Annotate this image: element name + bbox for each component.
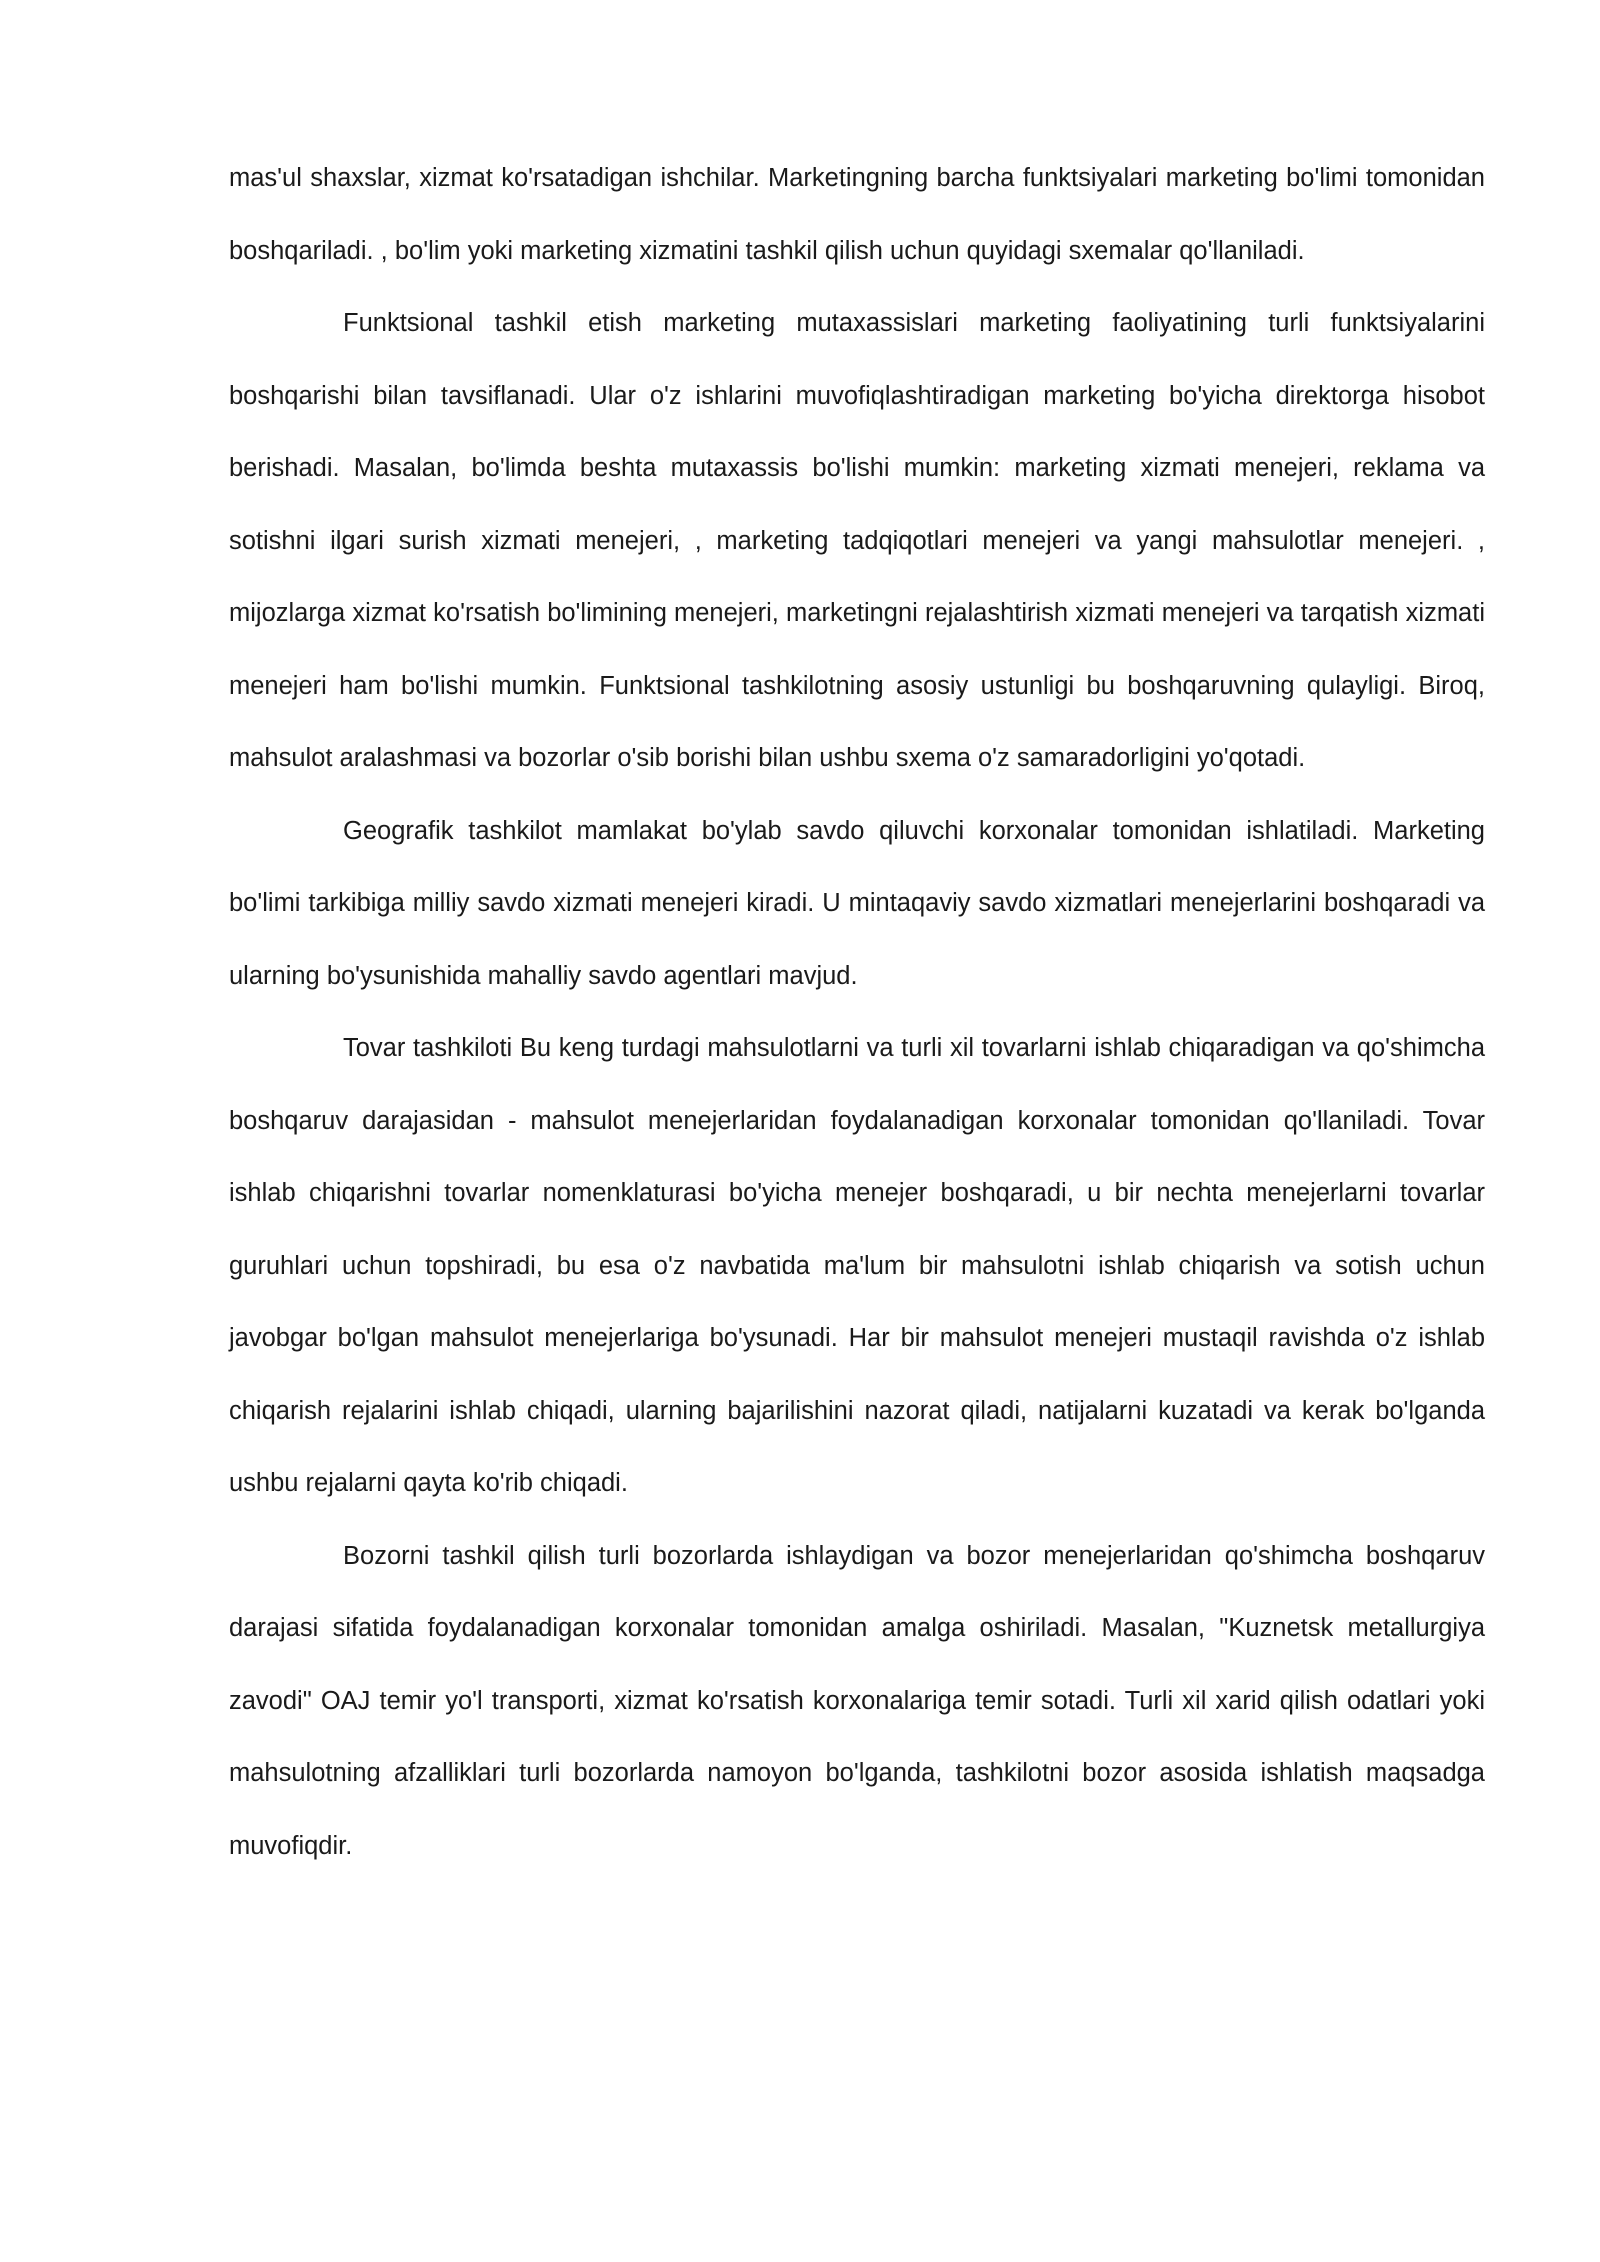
document-body — [229, 142, 1485, 1882]
paragraph-4: Tovar tashkiloti Bu keng turdagi mahsulotlarni va turli xil tovarlarni ishlab chiqaradigan va qo'shimcha boshqaruv darajasidan - mahsulot menejerlaridan foydalanadigan korxonalar tomonidan qo'llaniladi. Tovar ishlab chiqarishni tovarlar nomenklaturasi bo'yicha menejer boshqaradi, u bir nechta menejerlarni tovarlar guruhlari uchun topshiradi, bu esa o'z navbatida ma'lum bir mahsulotni ishlab chiqarish va sotish uchun javobgar bo'lgan mahsulot menejerlariga bo'ysunadi. Har bir mahsulot menejeri mustaqil ravishda o'z ishlab chiqarish rejalarini ishlab chiqadi, ularning bajarilishini nazorat qiladi, natijalarni kuzatadi va kerak bo'lganda ushbu rejalarni qayta ko'rib chiqadi. — [229, 1034, 1485, 1497]
paragraph-3: Geografik tashkilot mamlakat bo'ylab savdo qiluvchi korxonalar tomonidan ishlatiladi. Marketing bo'limi tarkibiga milliy savdo xizmati menejeri kiradi. U mintaqaviy savdo xizmatlari menejerlarini boshqaradi va ularning bo'ysunishida mahalliy savdo agentlari mavjud. — [229, 816, 1485, 990]
paragraph-1: mas'ul shaxslar, xizmat ko'rsatadigan ishchilar. Marketingning barcha funktsiyalari marketing bo'limi tomonidan boshqariladi. , bo'lim yoki marketing xizmatini tashkil qilish uchun quyidagi sxemalar qo'llaniladi. — [229, 164, 1485, 265]
paragraph-5: Bozorni tashkil qilish turli bozorlarda ishlaydigan va bozor menejerlaridan qo'shimcha boshqaruv darajasi sifatida foydalanadigan korxonalar tomonidan amalga oshiriladi. Masalan, "Kuznetsk metallurgiya zavodi" OAJ temir yo'l transporti, xizmat ko'rsatish korxonalariga temir sotadi. Turli xil xarid qilish odatlari yoki mahsulotning afzalliklari turli bozorlarda namoyon bo'lganda, tashkilotni bozor asosida ishlatish maqsadga muvofiqdir. — [229, 1541, 1485, 1860]
paragraph-2: Funktsional tashkil etish marketing mutaxassislari marketing faoliyatining turli funktsiyalarini boshqarishi bilan tavsiflanadi. Ular o'z ishlarini muvofiqlashtiradigan marketing bo'yicha direktorga hisobot berishadi. Masalan, bo'limda beshta mutaxassis bo'lishi mumkin: marketing xizmati menejeri, reklama va sotishni ilgari surish xizmati menejeri, , marketing tadqiqotlari menejeri va yangi mahsulotlar menejeri. , mijozlarga xizmat ko'rsatish bo'limining menejeri, marketingni rejalashtirish xizmati menejeri va tarqatish xizmati menejeri ham bo'lishi mumkin. Funktsional tashkilotning asosiy ustunligi bu boshqaruvning qulayligi. Biroq, mahsulot aralashmasi va bozorlar o'sib borishi bilan ushbu sxema o'z samaradorligini yo'qotadi. — [229, 309, 1485, 772]
